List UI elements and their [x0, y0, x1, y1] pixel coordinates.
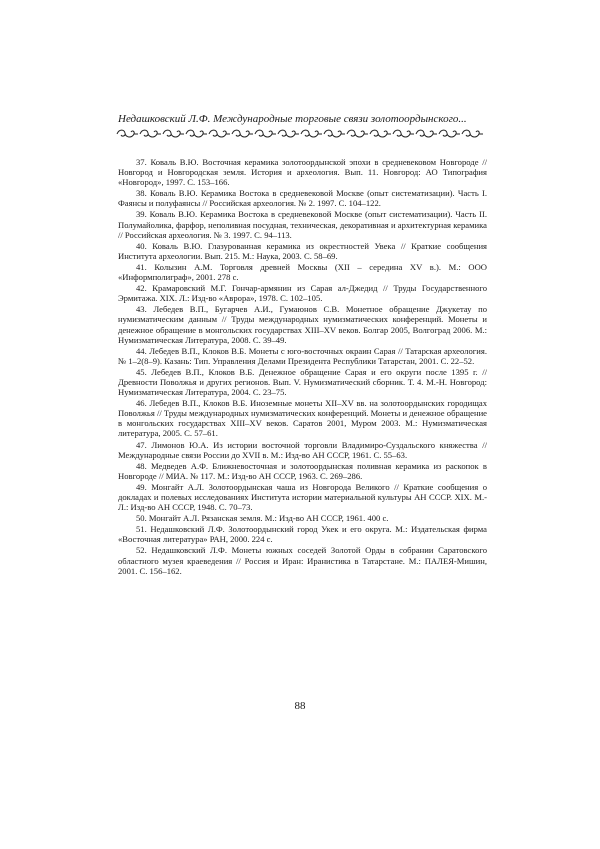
- ornament-scroll: [232, 130, 253, 137]
- ornament-scroll: [163, 130, 184, 137]
- ornament-divider: [115, 128, 487, 140]
- ornament-scroll: [347, 130, 368, 137]
- reference-item: 51. Недашковский Л.Ф. Золотоордынский город Укек и его округа. М.: Издательская фирма «Восточная литература» РАН, 2000. 224 с.: [118, 524, 487, 545]
- ornament-scroll: [117, 130, 138, 137]
- reference-item: 40. Коваль В.Ю. Глазурованная керамика из окрестностей Увека // Краткие сообщения Института археологии. Вып. 215. М.: Наука, 2003. С. 58–69.: [118, 240, 487, 261]
- ornament-scroll: [439, 130, 460, 137]
- reference-item: 46. Лебедев В.П., Клоков В.Б. Иноземные монеты XII–XV вв. на золотоордынских городищах Поволжья // Труды международных нумизматических конференций. Монеты и денежное обращение в монгольских государствах XIII–XV веков. Саратов 2001, Муром 2003. М.: Нумизматическая литература, 2005. С. 57–61.: [118, 398, 487, 439]
- reference-item: 52. Недашковский Л.Ф. Монеты южных соседей Золотой Орды в собрании Саратовского областного музея краеведения // Россия и Иран: Иранистика в Татарстане. М.: ПАЛЕЯ-Мишин, 2001. С. 156–162.: [118, 545, 487, 576]
- ornament-scroll: [416, 130, 437, 137]
- ornament-scroll: [255, 130, 276, 137]
- ornament-scroll: [370, 130, 391, 137]
- header-author: Недашковский Л.Ф.: [118, 113, 211, 125]
- reference-item: 41. Колызин А.М. Торговля древней Москвы (XII – середина XV в.). М.: ООО «Информполиграф», 2001. 278 с.: [118, 261, 487, 283]
- page-number: 88: [294, 700, 306, 712]
- ornament-scroll: [278, 130, 299, 137]
- ornament-scroll: [209, 130, 230, 137]
- reference-item: 47. Лимонов Ю.А. Из истории восточной торговли Владимиро-Суздальского княжества // Международные связи России до XVII в. М.: Изд-во АН СССР, 1961. С. 55–63.: [118, 439, 487, 460]
- reference-item: 38. Коваль В.Ю. Керамика Востока в средневековой Москве (опыт систематизации). Часть I. Фаянсы и полуфаянсы // Российская археология. № 2. 1997. С. 104–122.: [118, 188, 487, 209]
- reference-item: 44. Лебедев В.П., Клоков В.Б. Монеты с юго-восточных окраин Сарая // Татарская археология. № 1–2(8–9). Казань: Тип. Управления Делами Президента Республики Татарстан, 2001. С. 22–52.: [118, 345, 487, 366]
- ornament-scroll: [186, 130, 207, 137]
- reference-item: 42. Крамаровский М.Г. Гончар-армянин из Сарая ал-Джедид // Труды Государственного Эрмитажа. XIX. Л.: Изд-во «Аврора», 1978. С. 102–105.: [118, 283, 487, 304]
- reference-item: 45. Лебедев В.П., Клоков В.Б. Денежное обращение Сарая и его округи после 1395 г. // Древности Поволжья и других регионов. Вып. V. Нумизматический сборник. Т. 4. М.-Н. Новгород: Нумизматическая Литература, 2004. С. 23–75.: [118, 366, 487, 398]
- ornament-scroll: [140, 130, 161, 137]
- reference-item: 43. Лебедев В.П., Бугарчев А.И., Гумаюнов С.В. Монетное обращение Джукетау по нумизматическим данным // Труды международных нумизматических конференций. Монеты и денежное обращение в монгольских государствах XIII–XV веков. Болгар 2005, Волгоград 2006. М.: Нумизматическая Литература, 2008. С. 39–49.: [118, 304, 487, 345]
- ornament-scroll: [462, 130, 483, 137]
- reference-item: 49. Монгайт А.Л. Золотоордынская чаша из Новгорода Великого // Краткие сообщения о докладах и полевых исследованиях Института истории материальной культуры АН СССР. XIX. М.-Л.: Изд-во АН СССР, 1948. С. 70–73.: [118, 481, 487, 513]
- reference-item: 50. Монгайт А.Л. Рязанская земля. М.: Изд-во АН СССР, 1961. 400 с.: [136, 513, 389, 524]
- reference-item: 39. Коваль В.Ю. Керамика Востока в средневековой Москве (опыт систематизации). Часть II. Полумайолика, фарфор, неполивная посудная, техническая, декоративная и архитектурная керамика // Российская археология. № 3. 1997. С. 94–113.: [118, 209, 487, 240]
- header-title: Международные торговые связи золотоордынского...: [210, 113, 467, 125]
- ornament-scroll: [393, 130, 414, 137]
- ornament-scroll: [301, 130, 322, 137]
- ornament-scroll: [324, 130, 345, 137]
- reference-item: 37. Коваль В.Ю. Восточная керамика золотоордынской эпохи в средневековом Новгороде // Новгород и Новгородская земля. История и археология. Вып. 11. Новгород: АО Типография «Новгород», 1997. С. 153–166.: [118, 157, 487, 188]
- running-header: [118, 113, 490, 126]
- reference-list: [118, 157, 487, 577]
- reference-item: 48. Медведев А.Ф. Ближневосточная и золотоордынская поливная керамика из раскопок в Новгороде // МИА. № 117. М.: Изд-во АН СССР, 1963. С. 269–286.: [118, 460, 487, 481]
